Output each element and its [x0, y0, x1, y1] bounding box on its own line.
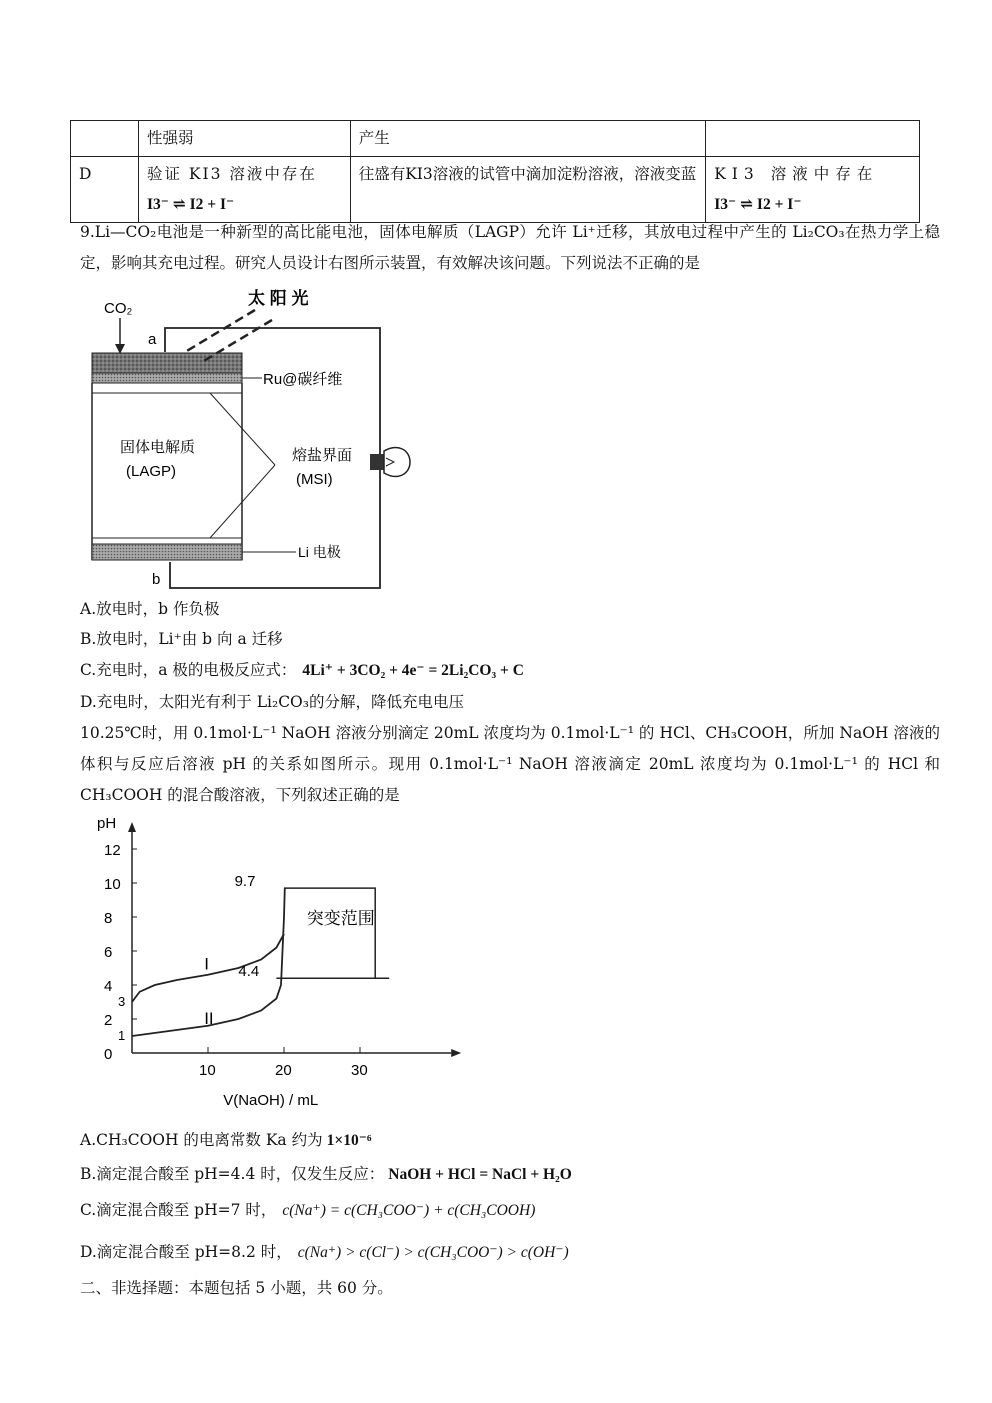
q10-option-c [80, 1198, 535, 1220]
ru-label: Ru@碳纤维 [263, 371, 343, 388]
li-electrode-layer [92, 544, 242, 560]
titration-chart [80, 808, 480, 1118]
annotation-range: 突变范围 [306, 908, 375, 928]
msi-label-2: (MSI) [296, 471, 333, 488]
li-label: Li 电极 [298, 544, 341, 560]
q10-option-b [80, 1162, 572, 1184]
sunlight-ray [185, 310, 255, 352]
option-equation: 4Li⁺ + 3CO₂ + 4e⁻ = 2Li₂CO₃ + C [302, 662, 524, 679]
x-axis-arrow [451, 1049, 461, 1057]
annotation-upper: 9.7 [234, 873, 256, 891]
light-bulb-icon [370, 448, 410, 477]
electrolyte-label: 固体电解质 [120, 439, 196, 456]
curve-label-ii: II [204, 1009, 214, 1029]
cathode-layer [92, 353, 242, 373]
q9-option-a: A.放电时，b 作负极 [80, 600, 220, 618]
option-text: A.CH₃COOH 的电离常数 Ka 约为 [80, 1131, 323, 1149]
table-cell: 往盛有KI3溶液的试管中滴加淀粉溶液，溶液变蓝 [350, 157, 706, 223]
option-equation: NaOH + HCl = NaCl + H₂O [388, 1166, 572, 1183]
label-a: a [148, 331, 157, 348]
option-equation: c(Na⁺) = c(CH₃COO⁻) + c(CH₃COOH) [282, 1202, 536, 1219]
table-cell: 性强弱 [138, 121, 350, 157]
x-tick-label: 10 [199, 1062, 216, 1079]
jump-range-bracket [284, 888, 375, 978]
q9-option-d: D.充电时，太阳光有利于 Li₂CO₃的分解，降低充电电压 [80, 693, 464, 711]
co2-label: CO₂ [104, 300, 133, 317]
option-table [70, 120, 920, 223]
q10-option-d [80, 1240, 569, 1262]
q10-stem: 10.25℃时，用 0.1mol·L⁻¹ NaOH 溶液分别滴定 20mL 浓度均为 0.1mol·L⁻¹ 的 HCl、CH₃COOH，所加 NaOH 溶液的体积与反应后溶液 pH 的关系如图所示。现用 0.1mol·L⁻¹ NaOH 溶液滴定 20mL 浓度均为 0.1mol·L⁻¹ 的 HCl 和 CH₃COOH 的混合酸溶液，下列叙述正确的是 [80, 724, 940, 804]
start-label: 3 [118, 994, 126, 1009]
curve-label-i: I [204, 954, 209, 974]
y-tick-label: 4 [104, 978, 113, 995]
cell-text: KI3 溶液中存在 [714, 165, 879, 184]
q10-option-a [80, 1128, 372, 1150]
option-text: C.充电时，a 极的电极反应式： [80, 661, 297, 679]
q9-stem: 9.Li—CO₂电池是一种新型的高比能电池，固体电解质（LAGP）允许 Li⁺迁移，其放电过程中产生的 Li₂CO₃在热力学上稳定，影响其充电过程。研究人员设计右图所示装置，有效解决该问题。下列说法不正确的是 [80, 223, 940, 272]
y-tick-label: 0 [104, 1046, 113, 1063]
x-axis-label: V(NaOH) / mL [223, 1092, 319, 1109]
q9-option-b: B.放电时，Li⁺由 b 向 a 迁移 [80, 630, 283, 648]
y-tick-label: 6 [104, 944, 113, 961]
cell-equation: I3⁻ ⇌ I2 + I⁻ [714, 195, 802, 213]
option-equation: c(Na⁺) > c(Cl⁻) > c(CH₃COO⁻) > c(OH⁻) [297, 1244, 569, 1261]
ru-carbon-layer [92, 373, 242, 383]
table-cell [138, 157, 350, 223]
table-cell: 产生 [350, 121, 706, 157]
section-heading: 二、非选择题：本题包括 5 小题，共 60 分。 [80, 1279, 393, 1297]
option-text: B.滴定混合酸至 pH=4.4 时，仅发生反应： [80, 1165, 385, 1183]
option-text: C.滴定混合酸至 pH=7 时， [80, 1201, 277, 1219]
option-equation: 1×10⁻⁶ [326, 1132, 372, 1149]
start-label: 1 [118, 1028, 126, 1043]
cell-text: 验证 KI3 溶液中存在 [146, 165, 317, 184]
y-axis-arrow [128, 822, 136, 832]
q9-option-c [80, 658, 524, 680]
table-cell [71, 121, 139, 157]
option-text: D.滴定混合酸至 pH=8.2 时， [80, 1243, 292, 1261]
x-tick-label: 30 [351, 1062, 368, 1079]
y-axis-label: pH [97, 815, 117, 832]
table-row [71, 121, 920, 157]
electrolyte-label-2: (LAGP) [126, 463, 177, 480]
table-cell [706, 157, 920, 223]
y-tick-label: 12 [104, 842, 121, 859]
msi-label: 熔盐界面 [292, 447, 353, 464]
y-tick-label: 10 [104, 876, 121, 893]
y-tick-label: 2 [104, 1012, 113, 1029]
label-b: b [152, 571, 161, 588]
table-cell: D [71, 157, 139, 223]
table-cell [706, 121, 920, 157]
annotation-lower: 4.4 [238, 963, 260, 981]
battery-diagram [80, 280, 420, 600]
x-tick-label: 20 [275, 1062, 292, 1079]
sunlight-label: 太 阳 光 [248, 289, 309, 308]
y-tick-label: 8 [104, 910, 113, 927]
table-row [71, 157, 920, 223]
cell-equation: I3⁻ ⇌ I2 + I⁻ [146, 195, 235, 213]
